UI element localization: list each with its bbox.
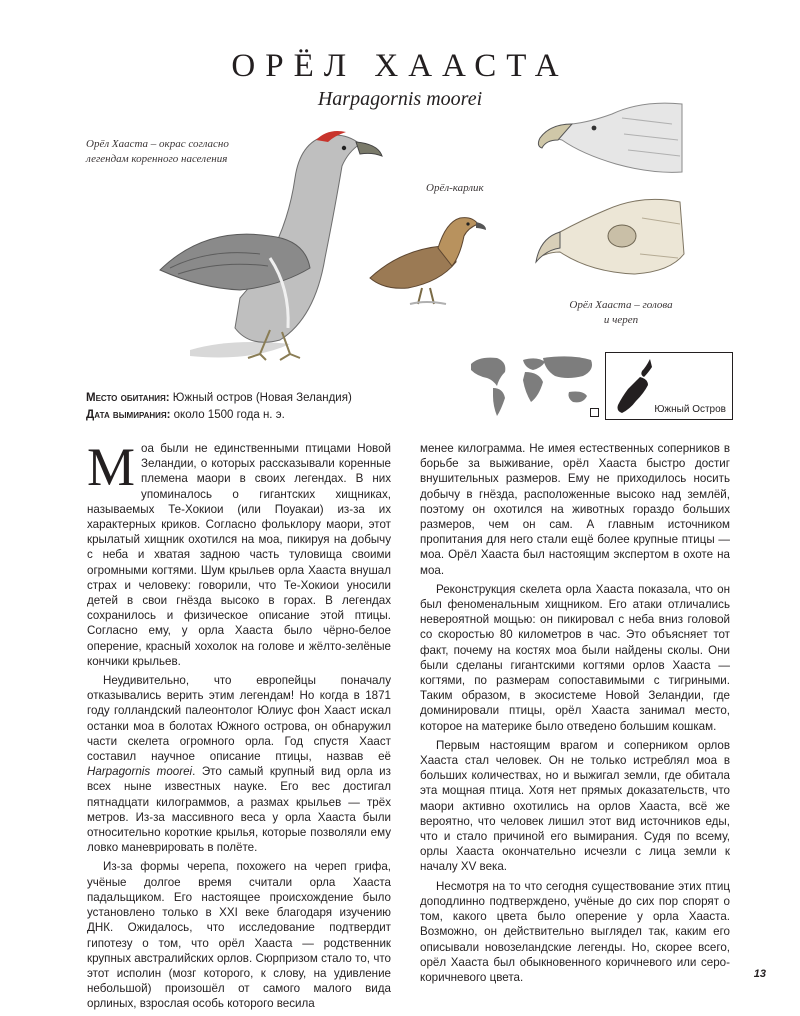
new-zealand-marker — [590, 408, 599, 417]
extinction-label: Дата вымирания: — [86, 409, 171, 421]
species-name-italic: Harpagornis moorei — [87, 765, 193, 779]
article-paragraph — [87, 673, 391, 855]
main-eagle-caption: Орёл Хааста – окрас согласно легендам коренного населения — [86, 138, 229, 165]
drop-cap: М — [87, 437, 136, 497]
eagle-head-sketch — [532, 94, 692, 180]
extinction-row — [86, 407, 426, 424]
article-column-left — [87, 437, 391, 1016]
habitat-label: Место обитания: — [86, 392, 170, 404]
article-paragraph: Несмотря на то что сегодня существование этих птиц доподлинно подтверждено, учёные до сих пор спорят о том, какого цвета было оперение у орла Хааста. Возможно, он действительно выглядел так, каким его описывали новозеландские легенды. Но, скорее всего, орёл Хааста был обыкновенного коричневого или серо-коричневого цвета. — [420, 879, 730, 984]
species-facts — [86, 390, 426, 424]
page-title: ОРЁЛ ХААСТА — [231, 48, 569, 84]
habitat-value: Южный остров (Новая Зеландия) — [169, 392, 352, 404]
eagle-skull-sketch — [530, 188, 692, 288]
article-paragraph: Из-за формы черепа, похожего на череп грифа, учёные долгое время считали орла Хааста падальщиком. Его настоящее происхождение было установлено только в XXI веке благодаря изучению ДНК. Ожидалось, что исследование подтвердит гипотезу о том, что орёл Хааста — родственник крупных австралийских орлов. Сюрпризом стало то, что этот исполин (мозг которого, к слову, на удивление небольшой) произошёл от самого малого вида орлиных, взрослая особь которого весила — [87, 860, 391, 1011]
article-paragraph: Реконструкция скелета орла Хааста показала, что он был феноменальным хищником. Его атаки отличались невероятной мощью: он пикировал с неба вниз головой со скоростью 80 километров в час. Это объясняет тот факт, почему на костях моа были найдены сколы. Они были сделаны гигантскими когтями орлов Хааста — когтями, по размерам сопоставимыми с тигриными. Таким образом, в экосистеме Новой Зеландии, где доминировали птицы, орёл Хааста занимал место, которое на материке было отведено большим кошкам. — [420, 582, 730, 733]
article-paragraph: менее килограмма. Не имея естественных соперников в борьбе за выживание, орёл Хааста быстро достиг внушительных размеров. Ему не приходилось носить добычу в гнёзда, расположенные высоко над землёй, поэтому он охотился на животных гораздо больших размеров, чем он сам. А главным источником пропитания для него стали ещё более крупные птицы — моа. Орёл Хааста был настоящим экспертом в охоте на моа. — [420, 442, 730, 577]
article-paragraph: Первым настоящим врагом и соперником орлов Хааста стал человек. Он не только истреблял моа в больших количествах, но и выжигал земли, где обитала эта мощная птица. Хотя нет прямых доказательств, что маори активно охотились на орлов Хааста, всё же вероятно, что человек лишил этот вид источников еды, что и стало причиной его вымирания. Судя по всему, орлы Хааста окончательно исчезли с лица земли к началу XV века. — [420, 738, 730, 874]
head-skull-caption: Орёл Хааста – голова и череп — [569, 299, 673, 326]
dwarf-eagle-caption: Орёл-карлик — [426, 182, 484, 194]
extinction-value: около 1500 года н. э. — [170, 409, 285, 421]
habitat-row — [86, 390, 426, 407]
article-paragraph — [87, 437, 391, 669]
world-map — [467, 350, 603, 418]
scientific-name: Harpagornis moorei — [317, 88, 483, 110]
page-number: 13 — [753, 968, 766, 980]
south-island-label: Южный Остров — [654, 404, 726, 415]
dwarf-eagle-illustration — [360, 200, 490, 310]
article-column-right — [420, 441, 730, 989]
new-zealand-inset-map — [605, 352, 733, 420]
paragraph-text: . Это самый крупный вид орла из всех ныне известных науке. Его вес достигал пятнадцати килограммов, а размах крыльев — трёх метров. Из-за массивного веса у орла Хааста были относительно короткие крылья, которые позволяли ему ловко маневрировать в полёте. — [87, 765, 391, 855]
haast-eagle-illustration — [120, 118, 400, 370]
paragraph-text: Неудивительно, что европейцы поначалу отказывались верить этим легендам! Но когда в 1871 году голландский палеонтолог Юлиус фон Хааст искал останки моа в болотах Южного острова, он обнаружил части скелета огромного орла. Год спустя Хааст составил научное описание птицы, назвав её — [87, 674, 391, 764]
paragraph-text: оа были не единственными птицами Новой Зеландии, о которых рассказывали коренные племена маори в своих легендах. В них упоминалось о гигантских хищниках, называемых Те-Хокиои (или Поуакаи) из-за их характерных криков. Согласно фольклору маори, этот крылатый хищник охотился на моа, пикируя на добычу с неба и хватая задною часть туловища своими огромными когтями. Шум крыльев орла Хааста внушал страх и человеку: говорили, что Те-Хокиои уносили детей в свои гнёзда высоко в горах. В легендах сохранилось и физическое описание этой птицы. Согласно ему, у орла Хааста было чёрно-белое оперение, красный хохолок на голове и жёлто-зелёные кончики крыльев. — [87, 442, 391, 668]
